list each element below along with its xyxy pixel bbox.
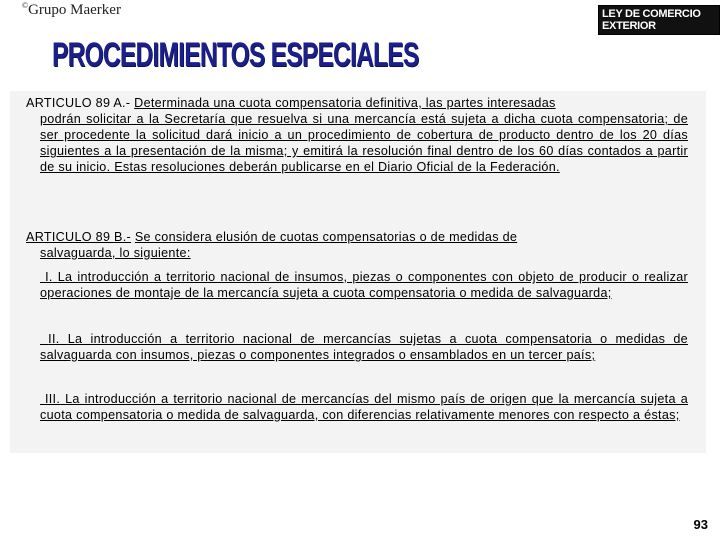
list-item [26, 331, 688, 363]
article-89b-text-rest: salvaguarda, lo siguiente: [40, 246, 191, 260]
item-text: La introducción a territorio nacional de mercancías del mismo país de origen que la mercancía sujeta a cuota compensatoria o medida de salvaguarda, con diferencias relativamente menores con respecto a éstas; [40, 392, 688, 422]
article-89b-text-first: Se considera elusión de cuotas compensatorias o de medidas de [134, 230, 518, 244]
ley-comercio-exterior-logo: LEY DE COMERCIO EXTERIOR [598, 5, 720, 35]
article-89a-text-first: Determinada una cuota compensatoria definitiva, las partes interesadas [134, 96, 556, 110]
article-89b [26, 229, 688, 261]
article-89a-text-rest: podrán solicitar a la Secretaría que resuelva si una mercancía está sujeta a dicha cuota compensatoria; de ser procedente la solicitud dará inicio a un procedimiento de cobertura de producto dentro de los 20 días siguientes a la presentación de la misma; y emitirá la resolución final dentro de los 60 días contados a partir de su inicio. Estas resoluciones deberán publicarse en el Diario Oficial de la Federación. [40, 112, 688, 174]
item-number: I. [45, 270, 53, 284]
list-item [26, 391, 688, 423]
item-number: II. [48, 332, 60, 346]
page-number: 93 [693, 517, 708, 532]
page-title: PROCEDIMIENTOS ESPECIALES [52, 36, 419, 74]
brand-label: Grupo Maerker [28, 2, 121, 18]
article-89a-label: ARTICULO 89 A.- [26, 96, 131, 110]
article-89a [26, 95, 688, 175]
copyright-mark: © [22, 1, 29, 10]
list-item [26, 269, 688, 301]
item-number: III. [44, 392, 61, 406]
item-text: La introducción a territorio nacional de insumos, piezas o componentes con objeto de producir o realizar operaciones de montaje de la mercancía sujeta a cuota compensatoria o medida de salvaguarda; [40, 270, 689, 300]
brand-name [22, 1, 121, 19]
article-89b-label: ARTICULO 89 B.- [26, 230, 132, 244]
item-text: La introducción a territorio nacional de mercancías sujetas a cuota compensatoria o medidas de salvaguarda con insumos, piezas o componentes integrados o ensamblados en un tercer país; [40, 332, 688, 362]
